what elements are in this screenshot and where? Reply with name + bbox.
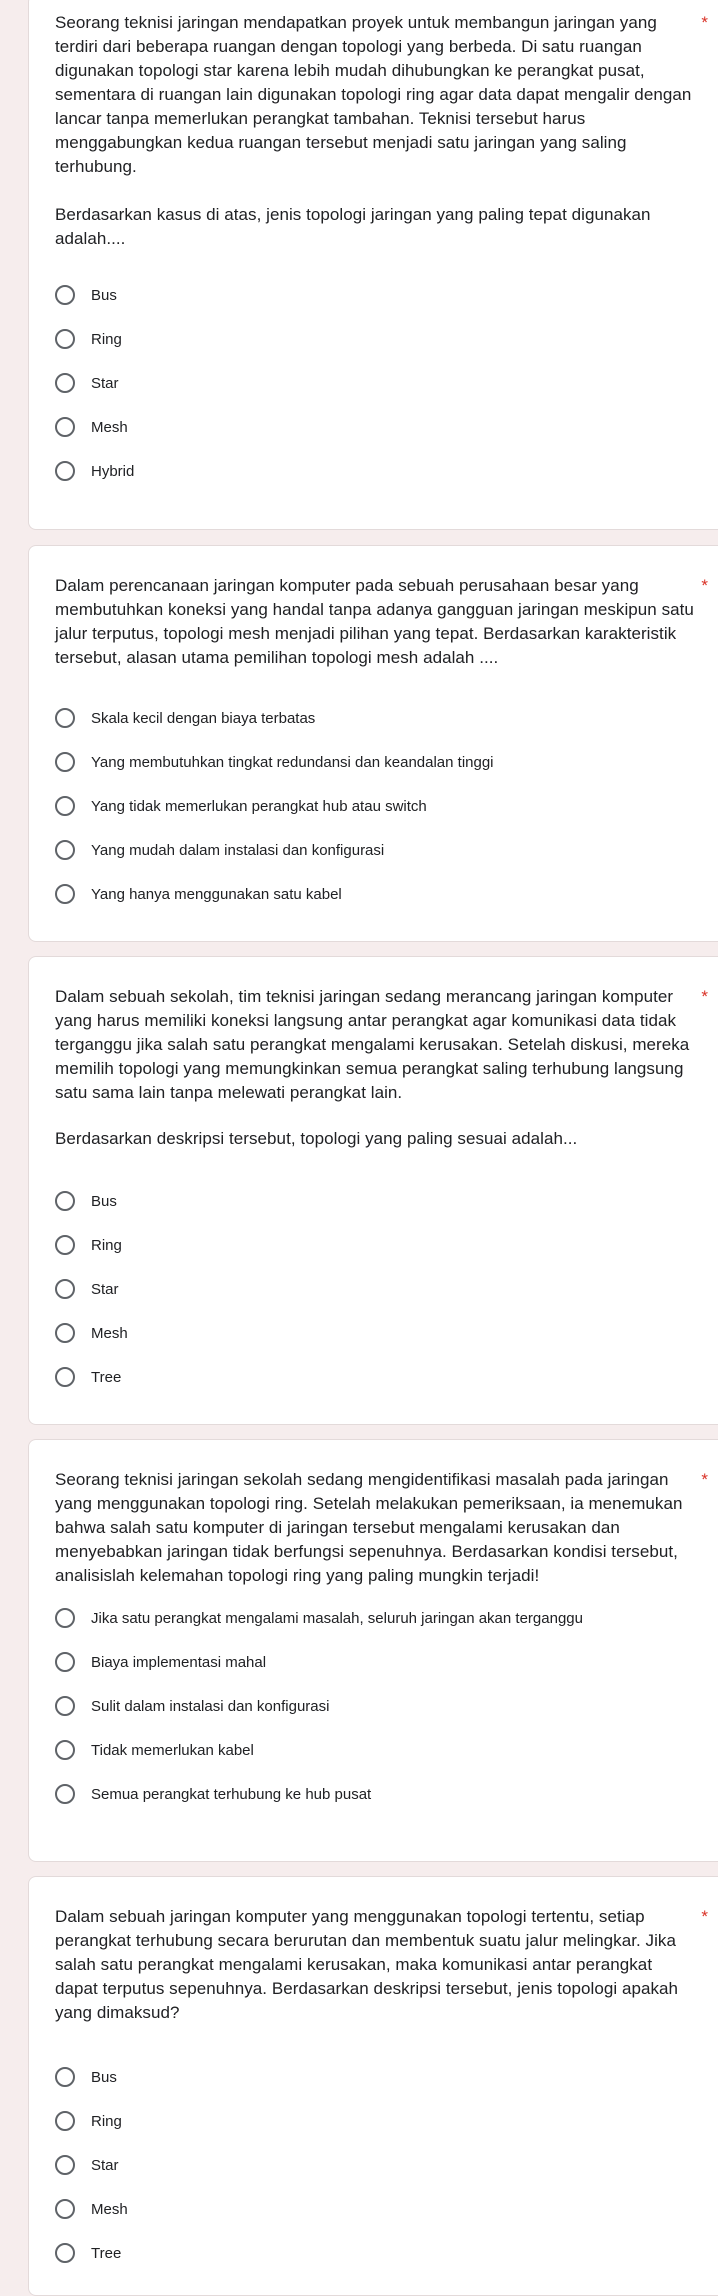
radio-button[interactable]	[55, 1367, 75, 1387]
radio-button[interactable]	[55, 840, 75, 860]
required-asterisk: *	[701, 1907, 708, 1926]
option-label: Bus	[91, 1192, 117, 1210]
radio-button[interactable]	[55, 708, 75, 728]
option-label: Yang mudah dalam instalasi dan konfigurasi	[91, 841, 385, 859]
question-card-5	[28, 1876, 718, 2296]
question-text	[55, 574, 695, 670]
radio-option[interactable]	[55, 740, 494, 784]
option-label: Sulit dalam instalasi dan konfigurasi	[91, 1697, 330, 1715]
radio-button[interactable]	[55, 2155, 75, 2175]
required-asterisk: *	[701, 987, 708, 1006]
radio-options	[55, 2055, 128, 2275]
radio-option[interactable]	[55, 828, 494, 872]
option-label: Bus	[91, 2068, 117, 2086]
radio-button[interactable]	[55, 1784, 75, 1804]
option-label: Ring	[91, 330, 122, 348]
radio-options	[55, 1596, 583, 1816]
radio-option[interactable]	[55, 1640, 583, 1684]
radio-button[interactable]	[55, 1652, 75, 1672]
radio-option[interactable]	[55, 2231, 128, 2275]
radio-options	[55, 273, 134, 493]
required-asterisk: *	[701, 13, 708, 32]
radio-button[interactable]	[55, 1279, 75, 1299]
option-label: Mesh	[91, 418, 128, 436]
radio-option[interactable]	[55, 2099, 128, 2143]
option-label: Star	[91, 1280, 119, 1298]
option-label: Tree	[91, 2244, 122, 2262]
radio-option[interactable]	[55, 1223, 128, 1267]
question-card-1	[28, 0, 718, 530]
required-asterisk: *	[701, 1470, 708, 1489]
option-label: Biaya implementasi mahal	[91, 1653, 267, 1671]
question-paragraph: Seorang teknisi jaringan sekolah sedang mengidentifikasi masalah pada jaringan yang menggunakan topologi ring. Setelah melakukan pemeriksaan, ia menemukan bahwa salah satu komputer di jaringan tersebut mengalami kerusakan dan menyebabkan jaringan tidak berfungsi sepenuhnya. Berdasarkan kondisi tersebut, analisislah kelemahan topologi ring yang paling mungkin terjadi!	[55, 1470, 683, 1585]
radio-button[interactable]	[55, 752, 75, 772]
option-label: Ring	[91, 1236, 122, 1254]
option-label: Skala kecil dengan biaya terbatas	[91, 709, 316, 727]
option-label: Mesh	[91, 2200, 128, 2218]
radio-option[interactable]	[55, 2143, 128, 2187]
question-text	[55, 11, 695, 251]
option-label: Yang tidak memerlukan perangkat hub atau switch	[91, 797, 427, 815]
radio-option[interactable]	[55, 449, 134, 493]
option-label: Yang membutuhkan tingkat redundansi dan keandalan tinggi	[91, 753, 494, 771]
radio-option[interactable]	[55, 1179, 128, 1223]
question-text	[55, 985, 695, 1151]
radio-option[interactable]	[55, 872, 494, 916]
radio-button[interactable]	[55, 329, 75, 349]
option-label: Star	[91, 2156, 119, 2174]
radio-option[interactable]	[55, 784, 494, 828]
option-label: Star	[91, 374, 119, 392]
radio-option[interactable]	[55, 405, 134, 449]
radio-button[interactable]	[55, 1740, 75, 1760]
question-paragraph: Dalam perencanaan jaringan komputer pada sebuah perusahaan besar yang membutuhkan koneksi yang handal tanpa adanya gangguan jaringan meskipun satu jalur terputus, topologi mesh menjadi pilihan yang tepat. Berdasarkan karakteristik tersebut, alasan utama pemilihan topologi mesh adalah ....	[55, 576, 694, 667]
radio-button[interactable]	[55, 417, 75, 437]
radio-button[interactable]	[55, 1191, 75, 1211]
radio-button[interactable]	[55, 1696, 75, 1716]
question-paragraph: Berdasarkan deskripsi tersebut, topologi yang paling sesuai adalah...	[55, 1129, 578, 1148]
option-label: Tree	[91, 1368, 122, 1386]
option-label: Tidak memerlukan kabel	[91, 1741, 254, 1759]
radio-button[interactable]	[55, 2243, 75, 2263]
radio-button[interactable]	[55, 2067, 75, 2087]
question-paragraph: Dalam sebuah jaringan komputer yang menggunakan topologi tertentu, setiap perangkat terhubung secara berurutan dan membentuk suatu jalur melingkar. Jika salah satu perangkat mengalami kerusakan, maka komunikasi antar perangkat dapat terputus sepenuhnya. Berdasarkan deskripsi tersebut, jenis topologi apakah yang dimaksud?	[55, 1907, 679, 2022]
radio-button[interactable]	[55, 461, 75, 481]
radio-button[interactable]	[55, 1608, 75, 1628]
option-label: Mesh	[91, 1324, 128, 1342]
radio-option[interactable]	[55, 1684, 583, 1728]
option-label: Hybrid	[91, 462, 135, 480]
question-paragraph: Dalam sebuah sekolah, tim teknisi jaringan sedang merancang jaringan komputer yang harus memiliki koneksi langsung antar perangkat agar komunikasi data tidak terganggu jika salah satu perangkat mengalami kerusakan. Setelah diskusi, mereka memilih topologi yang memungkinkan semua perangkat saling terhubung langsung satu sama lain tanpa melewati perangkat lain.	[55, 987, 690, 1102]
radio-options	[55, 1179, 128, 1399]
question-card-2	[28, 545, 718, 942]
radio-button[interactable]	[55, 1323, 75, 1343]
question-text	[55, 1468, 695, 1588]
option-label: Bus	[91, 286, 117, 304]
required-asterisk: *	[701, 576, 708, 595]
radio-option[interactable]	[55, 1311, 128, 1355]
radio-button[interactable]	[55, 285, 75, 305]
question-paragraph: Seorang teknisi jaringan mendapatkan proyek untuk membangun jaringan yang terdiri dari beberapa ruangan dengan topologi yang berbeda. Di satu ruangan digunakan topologi star karena lebih mudah dihubungkan ke perangkat pusat, sementara di ruangan lain digunakan topologi ring agar data dapat mengalir dengan lancar tanpa memerlukan perangkat tambahan. Teknisi tersebut harus menggabungkan kedua ruangan tersebut menjadi satu jaringan yang saling terhubung.	[55, 13, 692, 176]
radio-option[interactable]	[55, 273, 134, 317]
radio-option[interactable]	[55, 1596, 583, 1640]
radio-option[interactable]	[55, 2187, 128, 2231]
option-label: Semua perangkat terhubung ke hub pusat	[91, 1785, 372, 1803]
radio-options	[55, 696, 494, 916]
radio-option[interactable]	[55, 2055, 128, 2099]
radio-option[interactable]	[55, 361, 134, 405]
question-text	[55, 1905, 695, 2025]
radio-option[interactable]	[55, 1728, 583, 1772]
radio-button[interactable]	[55, 373, 75, 393]
radio-option[interactable]	[55, 1267, 128, 1311]
radio-option[interactable]	[55, 1772, 583, 1816]
option-label: Jika satu perangkat mengalami masalah, seluruh jaringan akan terganggu	[91, 1609, 583, 1627]
radio-button[interactable]	[55, 796, 75, 816]
radio-button[interactable]	[55, 2199, 75, 2219]
radio-option[interactable]	[55, 696, 494, 740]
radio-button[interactable]	[55, 1235, 75, 1255]
radio-button[interactable]	[55, 884, 75, 904]
option-label: Ring	[91, 2112, 122, 2130]
question-card-3	[28, 956, 718, 1425]
radio-option[interactable]	[55, 317, 134, 361]
option-label: Yang hanya menggunakan satu kabel	[91, 885, 342, 903]
radio-button[interactable]	[55, 2111, 75, 2131]
radio-option[interactable]	[55, 1355, 128, 1399]
question-card-4	[28, 1439, 718, 1862]
question-paragraph: Berdasarkan kasus di atas, jenis topologi jaringan yang paling tepat digunakan adalah....	[55, 205, 651, 248]
